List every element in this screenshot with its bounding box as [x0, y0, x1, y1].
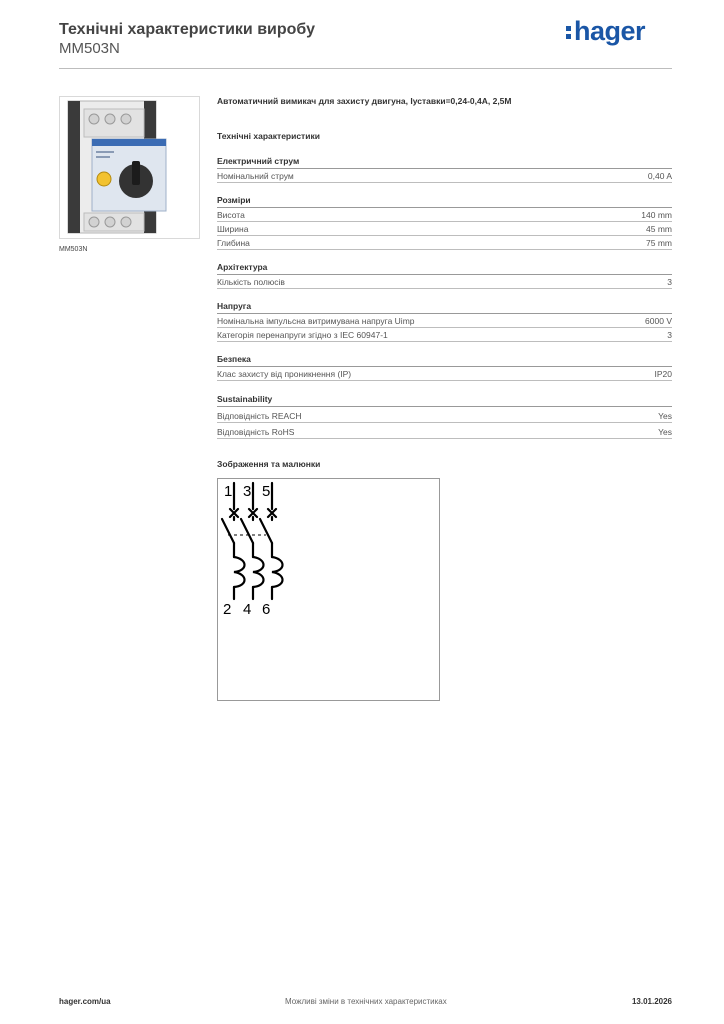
hager-logo	[566, 16, 645, 47]
terminal-top-1: 1	[224, 483, 233, 500]
page-title: Технічні характеристики виробу	[59, 21, 315, 38]
spec-label: Глибина	[217, 238, 250, 248]
spec-value: Yes	[658, 411, 672, 421]
product-image-caption: MM503N	[59, 246, 88, 253]
spec-group-title: Архітектура	[217, 261, 672, 273]
terminal-top-3: 3	[243, 483, 252, 500]
spec-row	[217, 409, 672, 423]
spec-row	[217, 275, 672, 289]
spec-label: Відповідність REACH	[217, 411, 302, 421]
spec-label: Відповідність RoHS	[217, 427, 295, 437]
specs-heading: Технічні характеристики	[217, 131, 320, 141]
spec-row	[217, 169, 672, 183]
spec-group-title: Розміри	[217, 194, 672, 206]
spec-row	[217, 222, 672, 236]
product-code: MM503N	[59, 40, 120, 57]
spec-label: Ширина	[217, 224, 249, 234]
spec-row	[217, 314, 672, 328]
footer-notice: Можливі зміни в технічних характеристиках	[285, 997, 447, 1006]
terminal-top-5: 5	[262, 483, 271, 500]
logo-dots-icon	[566, 23, 572, 42]
header-divider	[59, 68, 672, 69]
spec-row	[217, 208, 672, 222]
spec-group-title: Sustainability	[217, 393, 672, 405]
spec-value: Yes	[658, 427, 672, 437]
spec-row	[217, 425, 672, 439]
circuit-symbol-icon	[218, 479, 439, 700]
spec-group-title: Напруга	[217, 300, 672, 312]
spec-label: Номінальна імпульсна витримувана напруга Uimp	[217, 316, 415, 326]
spec-value: 75 mm	[646, 238, 672, 248]
footer-date: 13.01.2026	[631, 997, 672, 1006]
terminal-bottom-4: 4	[243, 601, 252, 618]
spec-label: Клас захисту від проникнення (IP)	[217, 369, 352, 379]
spec-label: Кількість полюсів	[217, 277, 285, 287]
motor-protection-breaker-icon	[60, 97, 200, 239]
product-description: Автоматичний вимикач для захисту двигуна, Іуставки=0,24-0,4А, 2,5М	[217, 96, 512, 106]
images-heading: Зображення та малюнки	[217, 459, 321, 469]
spec-label: Номінальний струм	[217, 171, 294, 181]
spec-row	[217, 328, 672, 342]
spec-group-title: Електричний струм	[217, 155, 672, 167]
terminal-bottom-6: 6	[262, 601, 271, 618]
spec-value: 6000 V	[645, 316, 672, 326]
wiring-diagram	[217, 478, 440, 701]
product-image	[59, 96, 200, 239]
spec-label: Категорія перенапруги згідно з IEC 60947-1	[217, 330, 388, 340]
spec-value: 140 mm	[641, 210, 672, 220]
terminal-bottom-2: 2	[223, 601, 232, 618]
spec-row	[217, 236, 672, 250]
spec-value: IP20	[654, 369, 672, 379]
spec-row	[217, 367, 672, 381]
spec-value: 3	[667, 330, 672, 340]
logo-text: hager	[574, 16, 646, 46]
spec-value: 0,40 A	[647, 171, 672, 181]
spec-value: 45 mm	[646, 224, 672, 234]
spec-label: Висота	[217, 210, 245, 220]
footer-website[interactable]: hager.com/ua	[59, 997, 111, 1006]
spec-group-title: Безпека	[217, 353, 672, 365]
spec-value: 3	[667, 277, 672, 287]
